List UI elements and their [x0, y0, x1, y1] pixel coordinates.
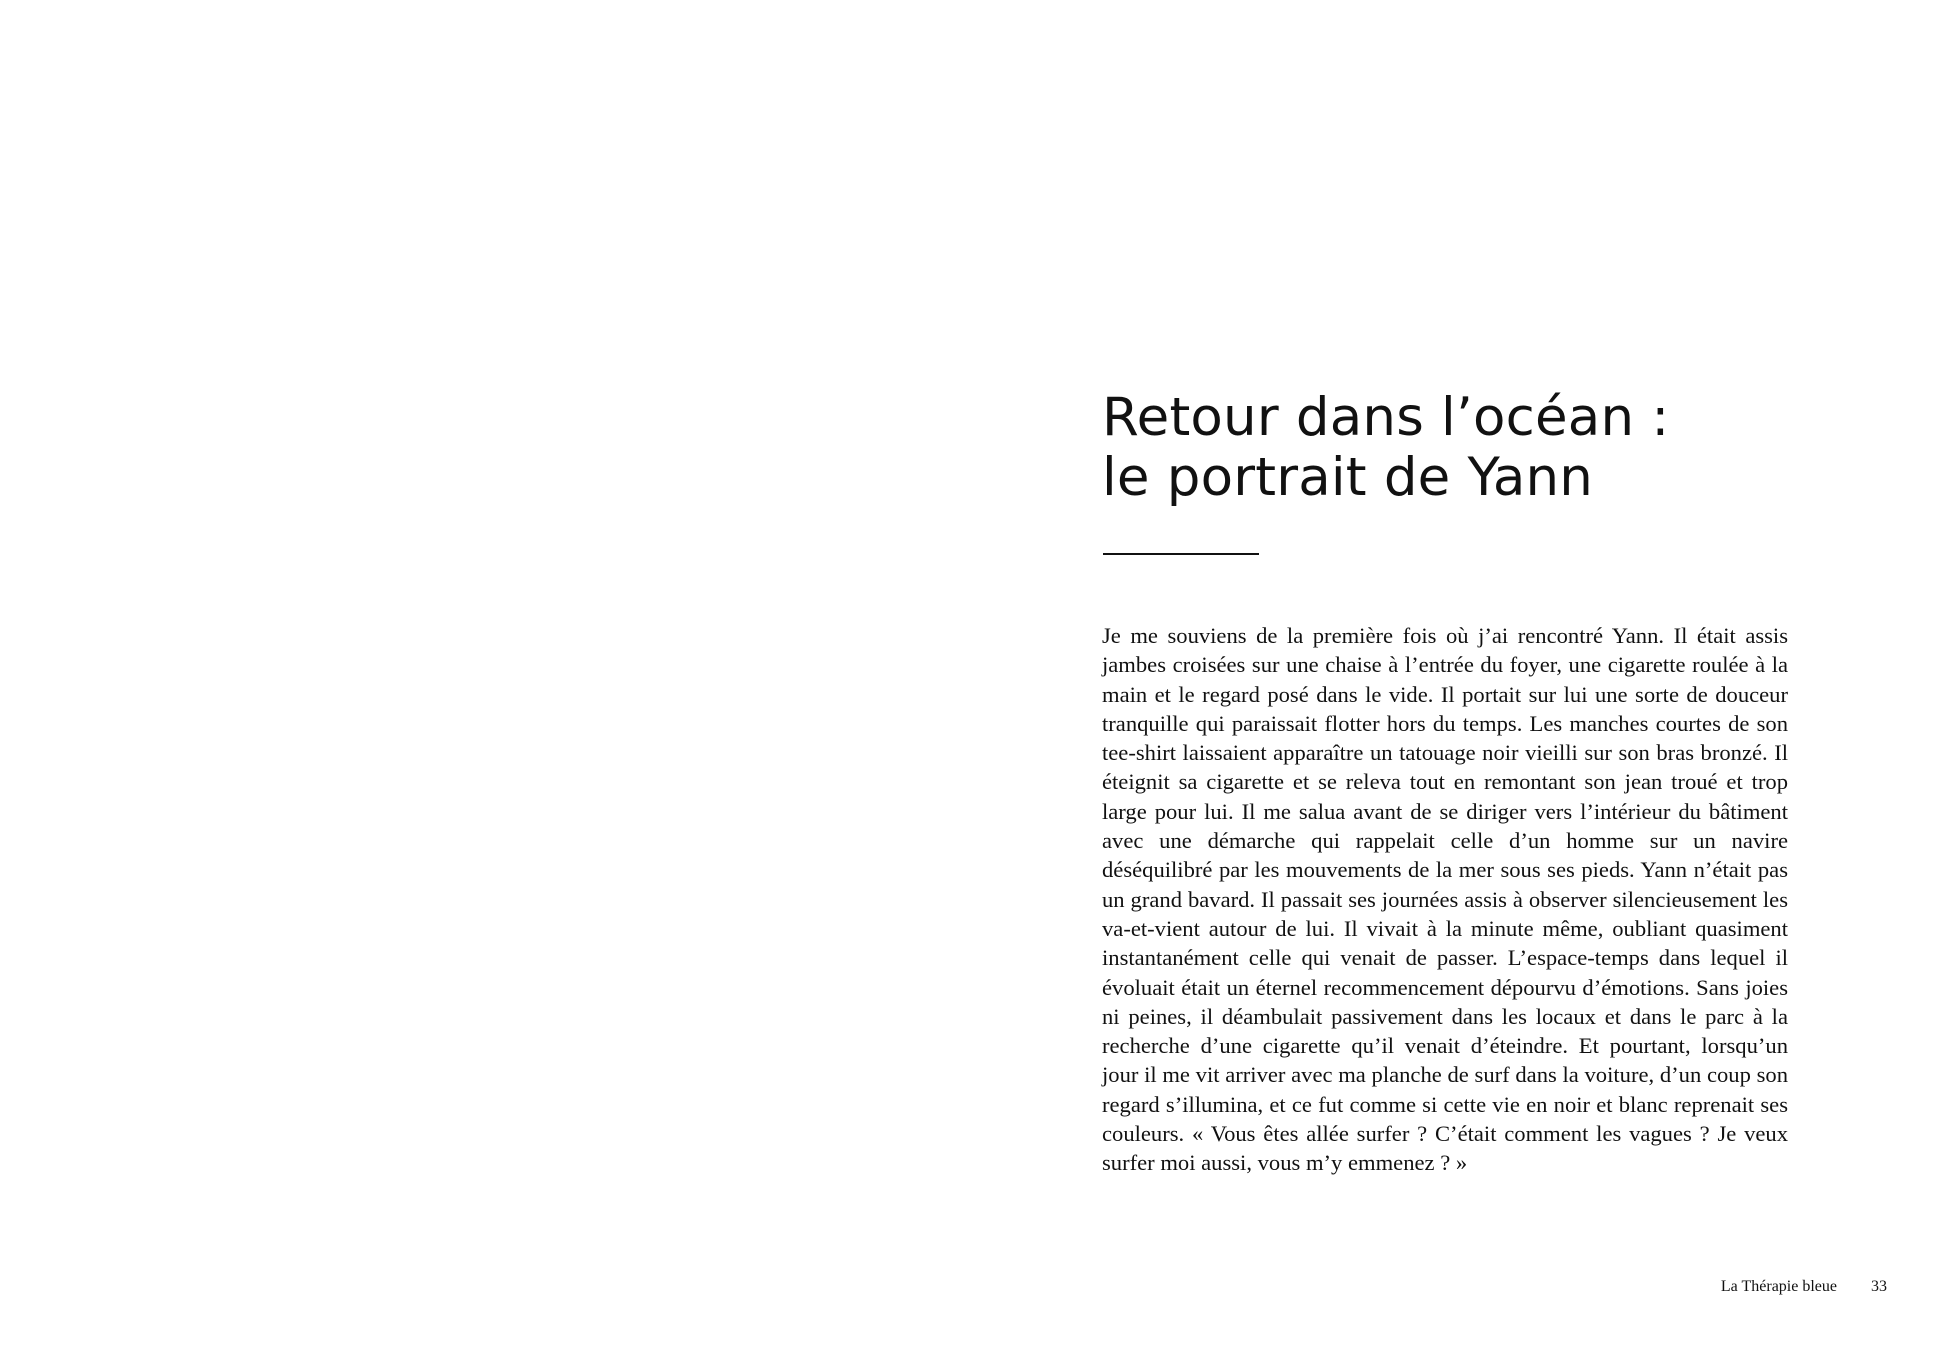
chapter-title: Retour dans l’océan : le portrait de Yann: [1102, 387, 1670, 508]
running-title: La Thérapie bleue: [1720, 1278, 1837, 1295]
page-number: 33: [1871, 1278, 1887, 1295]
title-underline-rule: [1103, 553, 1259, 555]
right-page: [974, 0, 1949, 1358]
left-page-blank: [0, 0, 974, 1358]
page-footer: [974, 1275, 1887, 1299]
chapter-body-paragraph: Je me souviens de la première fois où j’ai rencontré Yann. Il était assis jambes croisées sur une chaise à l’entrée du foyer, une cigarette roulée à la main et le regard posé dans le vide. Il portait sur lui une sorte de douceur tranquille qui paraissait flotter hors du temps. Les manches courtes de son tee-shirt laissaient apparaître un tatouage noir vieilli sur son bras bronzé. Il éteignit sa cigarette et se releva tout en remontant son jean troué et trop large pour lui. Il me salua avant de se diriger vers l’intérieur du bâtiment avec une démarche qui rappelait celle d’un homme sur un navire déséquilibré par les mouvements de la mer sous ses pieds. Yann n’était pas un grand bavard. Il passait ses journées assis à observer silencieusement les va-et-vient autour de lui. Il vivait à la minute même, oubliant quasiment instantanément celle qui venait de passer. L’espace-temps dans lequel il évoluait était un éternel recommencement dépourvu d’émotions. Sans joies ni peines, il déambulait passivement dans les locaux et dans le parc à la recherche d’une cigarette qu’il venait d’éteindre. Et pourtant, lorsqu’un jour il me vit arriver avec ma planche de surf dans la voiture, d’un coup son regard s’illumina, et ce fut comme si cette vie en noir et blanc reprenait ses couleurs. « Vous êtes allée surfer ? C’était comment les vagues ? Je veux surfer moi aussi, vous m’y emmenez ? »: [1102, 623, 1788, 1176]
